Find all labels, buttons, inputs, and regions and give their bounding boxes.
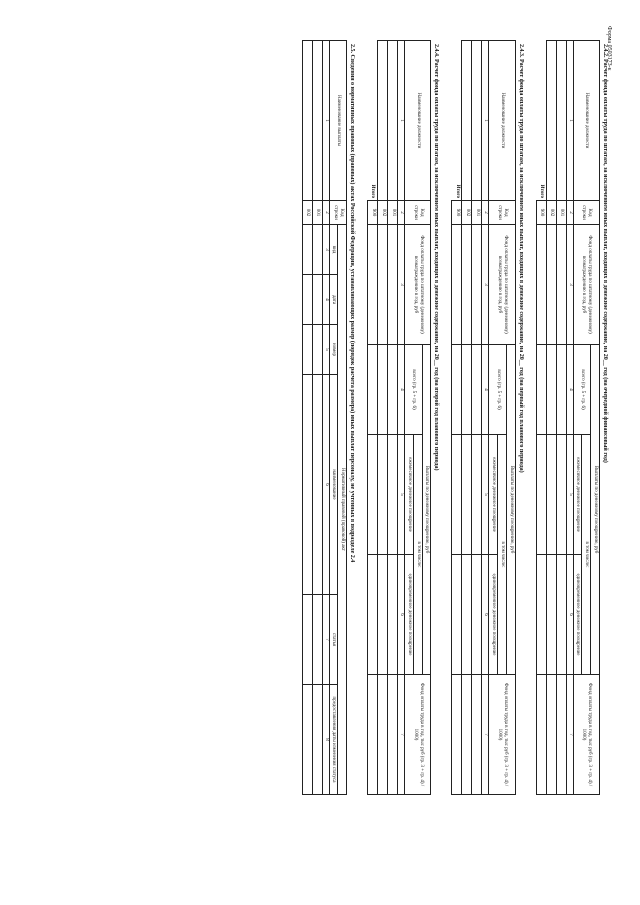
col-total: всего (гр. 5 + гр. 6): [489, 345, 507, 435]
table-row: [312, 41, 322, 795]
section-2-4-4-title: 2.4.4. Расчет фонда оплаты труда по штатам, за исключением иных выплат, входящих в денежное содержание, на 20__ год (на второй год планового периода): [433, 44, 440, 471]
section-2-5-title: 2.5. Сведения о нормативных правовых (правовых) актах Российской Федерации, устанавливающих размер (порядок расчета размера) иных выплат персоналу, не учтенных в подразделе 2.4: [349, 44, 356, 563]
num: 8: [322, 685, 329, 795]
total-label: Итого: [370, 184, 376, 198]
col-fund: Фонд оплаты труда по штатному (денежному) вознаграждению в год, руб: [489, 225, 515, 345]
numbers-row: [482, 41, 489, 795]
total-code: 900: [368, 201, 378, 225]
col-title: наименование: [329, 375, 338, 595]
total-code: 900: [452, 201, 462, 225]
col-total: всего (гр. 5 + гр. 6): [405, 345, 423, 435]
num: 1: [482, 41, 489, 201]
col-monthly: ежемесячное денежное поощрение: [405, 435, 414, 555]
num: 6: [482, 555, 489, 675]
numbers-row: [566, 41, 573, 795]
section-2-5: [302, 40, 356, 882]
col-name: Наименование должности: [405, 41, 431, 201]
col-name: Наименование должности: [489, 41, 515, 201]
num: 7: [482, 675, 489, 795]
num: 3: [566, 225, 573, 345]
table-row: [462, 41, 472, 795]
col-code: Код строки: [405, 201, 431, 225]
row-code: 001: [556, 201, 566, 225]
num: 1: [398, 41, 405, 201]
num: 7: [566, 675, 573, 795]
col-payments: Выплаты по денежному поощрению, руб: [422, 345, 431, 675]
table-2-4-3: [452, 40, 516, 795]
num: 7: [322, 595, 329, 685]
col-incl: в том числе:: [414, 435, 423, 675]
cell: [378, 41, 388, 201]
num: 3: [482, 225, 489, 345]
col-onetime: единовременное денежное поощрение: [489, 555, 498, 675]
col-fund: Фонд оплаты труда по штатному (денежному) вознаграждению в год, руб: [573, 225, 599, 345]
col-payment-name: Наименование выплаты: [329, 41, 347, 201]
cell: [472, 41, 482, 201]
table-row: [378, 41, 388, 795]
numbers-row: [398, 41, 405, 795]
num: 6: [566, 555, 573, 675]
rotated-page: [48, 40, 608, 882]
num: 6: [322, 375, 329, 595]
num: 5: [566, 435, 573, 555]
cell: [302, 41, 312, 201]
num: 5: [322, 325, 329, 375]
numbers-row: [322, 41, 329, 795]
table-row: [388, 41, 398, 795]
total-row: [536, 41, 546, 795]
form-code: Форма 0503173-к: [606, 26, 612, 71]
total-label: Итого: [538, 184, 544, 198]
total-label: Итого: [454, 184, 460, 198]
num: 2: [398, 201, 405, 225]
section-2-4-3: [452, 40, 524, 882]
col-onetime: единовременное денежное поощрение: [573, 555, 582, 675]
num: 2: [482, 201, 489, 225]
num: 1: [322, 41, 329, 201]
col-incl: в том числе:: [498, 435, 507, 675]
table-row: [472, 41, 482, 795]
num: 2: [322, 201, 329, 225]
section-2-4-4: [367, 40, 439, 882]
section-2-4-2: [536, 40, 608, 882]
table-row: [302, 41, 312, 795]
row-code: 001: [472, 201, 482, 225]
num: 4: [398, 345, 405, 435]
col-monthly: ежемесячное денежное поощрение: [489, 435, 498, 555]
col-total: всего (гр. 5 + гр. 6): [573, 345, 591, 435]
table-row: [546, 41, 556, 795]
num: 4: [566, 345, 573, 435]
col-monthly: ежемесячное денежное поощрение: [573, 435, 582, 555]
num: 7: [398, 675, 405, 795]
section-2-4-2-title: 2.4.2. Расчет фонда оплаты труда по штатам, за исключением иных выплат, входящих в денежное содержание, на 20__ год (на очередной финансовый год): [602, 44, 608, 463]
num: 1: [566, 41, 573, 201]
row-code: 002: [462, 201, 472, 225]
cell: [546, 41, 556, 201]
cell: [312, 41, 322, 201]
num: 4: [482, 345, 489, 435]
col-payments: Выплаты по денежному поощрению, руб: [591, 345, 600, 675]
num: 5: [482, 435, 489, 555]
col-fund: Фонд оплаты труда по штатному (денежному) вознаграждению в год, руб: [405, 225, 431, 345]
col-fot: Фонд оплаты труда в год, тыс руб (гр. 3 + гр. 4) / 1000): [405, 675, 431, 795]
total-row: [368, 41, 378, 795]
cell: [556, 41, 566, 201]
col-payments: Выплаты по денежному поощрению, руб: [507, 345, 516, 675]
col-name: Наименование должности: [573, 41, 599, 201]
section-2-4-3-title: 2.4.3. Расчет фонда оплаты труда по штатам, за исключением иных выплат, входящих в денежное содержание, на 20__ год (на первый год планового периода): [517, 44, 524, 473]
col-onetime: единовременное денежное поощрение: [405, 555, 414, 675]
num: 3: [398, 225, 405, 345]
col-article: статья: [329, 595, 338, 685]
row-code: 002: [378, 201, 388, 225]
col-incl: в том числе:: [582, 435, 591, 675]
col-fot: Фонд оплаты труда в год, тыс руб (гр. 3 + гр. 4) / 1000): [573, 675, 599, 795]
num: 6: [398, 555, 405, 675]
row-code: 001: [388, 201, 398, 225]
row-code: 002: [302, 201, 312, 225]
row-code: 002: [546, 201, 556, 225]
col-act: Нормативный правовой (правовой) акт: [338, 225, 347, 795]
col-status: предоставления даты изменения статуса: [329, 685, 338, 795]
cell: [462, 41, 472, 201]
col-code: Код строки: [573, 201, 599, 225]
table-2-4-4: [367, 40, 431, 795]
col-type: вид: [329, 225, 338, 275]
col-code: Код строки: [489, 201, 515, 225]
col-date: дата: [329, 275, 338, 325]
cell: [388, 41, 398, 201]
table-row: [556, 41, 566, 795]
table-2-4-2: [536, 40, 600, 795]
col-code: Код строки: [329, 201, 347, 225]
num: 3: [322, 225, 329, 275]
num: 4: [322, 275, 329, 325]
total-row: [452, 41, 462, 795]
col-number: номер: [329, 325, 338, 375]
num: 5: [398, 435, 405, 555]
row-code: 001: [312, 201, 322, 225]
col-fot: Фонд оплаты труда в год, тыс руб (гр. 3 + гр. 4) / 1000): [489, 675, 515, 795]
table-2-5: [302, 40, 348, 795]
num: 2: [566, 201, 573, 225]
total-code: 900: [536, 201, 546, 225]
